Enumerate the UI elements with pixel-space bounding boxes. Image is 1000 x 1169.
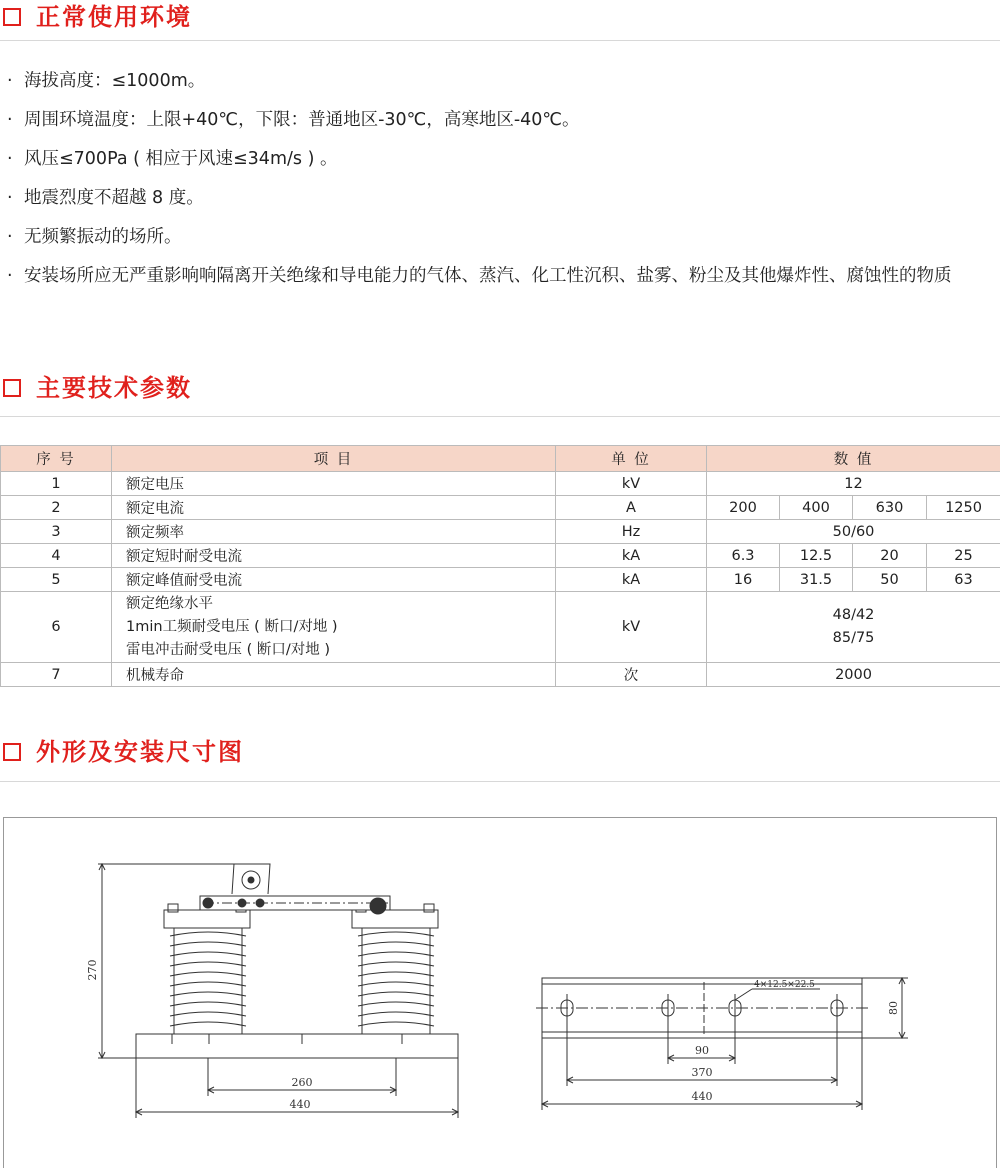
- header-item: 项 目: [112, 446, 556, 472]
- list-item: · 安装场所应无严重影响响隔离开关绝缘和导电能力的气体、蒸汽、化工性沉积、盐雾、粉尘及其他爆炸性、腐蚀性的物质: [0, 257, 1000, 296]
- header-unit: 单 位: [556, 446, 707, 472]
- bullet-icon: ·: [7, 140, 13, 179]
- table-row: 5 额定峰值耐受电流 kA 16 31.5 50 63: [1, 568, 1000, 592]
- table-row: 1 额定电压 kV 12: [1, 472, 1000, 496]
- section-square-icon: [3, 8, 21, 26]
- insulator-right: [352, 904, 438, 1034]
- bullet-icon: ·: [7, 101, 13, 140]
- list-item: · 地震烈度不超越 8 度。: [0, 179, 1000, 218]
- table-header-row: [1, 446, 1000, 472]
- dim-label-hole-spacing: 90: [695, 1044, 709, 1057]
- dimension-drawing: [3, 817, 997, 1168]
- dim-label-width: 440: [290, 1098, 311, 1111]
- bullet-icon: ·: [7, 62, 13, 101]
- list-item: · 周围环境温度：上限+40℃，下限：普通地区-30℃，高寒地区-40℃。: [0, 101, 1000, 140]
- blade-arm: [200, 864, 390, 914]
- base-plate: [136, 1034, 458, 1058]
- list-item: · 无频繁振动的场所。: [0, 218, 1000, 257]
- top-view: [536, 978, 908, 1110]
- divider: [0, 416, 1000, 417]
- section-header-dimensions: [0, 735, 1000, 779]
- section-header-environment: [0, 0, 1000, 44]
- section-title: 主要技术参数: [36, 372, 192, 404]
- table-row: 7 机械寿命 次 2000: [1, 663, 1000, 687]
- header-no: 序 号: [1, 446, 112, 472]
- table-row: 3 额定频率 Hz 50/60: [1, 520, 1000, 544]
- list-item: · 风压≤700Pa ( 相应于风速≤34m/s ) 。: [0, 140, 1000, 179]
- section-title: 正常使用环境: [36, 1, 192, 33]
- parameters-table: [0, 445, 1000, 687]
- insulator-left: [164, 904, 250, 1034]
- divider: [0, 40, 1000, 41]
- table-row: 4 额定短时耐受电流 kA 6.3 12.5 20 25: [1, 544, 1000, 568]
- environment-list: [0, 62, 1000, 296]
- divider: [0, 781, 1000, 782]
- section-square-icon: [3, 743, 21, 761]
- section-title: 外形及安装尺寸图: [36, 736, 244, 768]
- bullet-icon: ·: [7, 179, 13, 218]
- section-header-parameters: [0, 371, 1000, 415]
- table-row: 2 额定电流 A 200 400 630 1250: [1, 496, 1000, 520]
- section-square-icon: [3, 379, 21, 397]
- bullet-icon: ·: [7, 257, 13, 296]
- bullet-icon: ·: [7, 218, 13, 257]
- dim-label-outer-holes: 370: [692, 1066, 713, 1079]
- dim-label-plate-height: 80: [887, 1001, 900, 1015]
- list-item: · 海拔高度：≤1000m。: [0, 62, 1000, 101]
- dim-label-spacing: 260: [292, 1076, 313, 1089]
- dim-label-plate-width: 440: [692, 1090, 713, 1103]
- table-row: 6 额定绝缘水平 1min工频耐受电压 ( 断口/对地 ) 雷电冲击耐受电压 ( 断口/对地 ) kV 48/42 85/75: [1, 592, 1000, 663]
- header-value: 数 值: [707, 446, 1000, 472]
- front-view: [86, 864, 458, 1118]
- dim-label-holes: 4×12.5×22.5: [754, 980, 815, 990]
- dim-label-height: 270: [86, 960, 99, 981]
